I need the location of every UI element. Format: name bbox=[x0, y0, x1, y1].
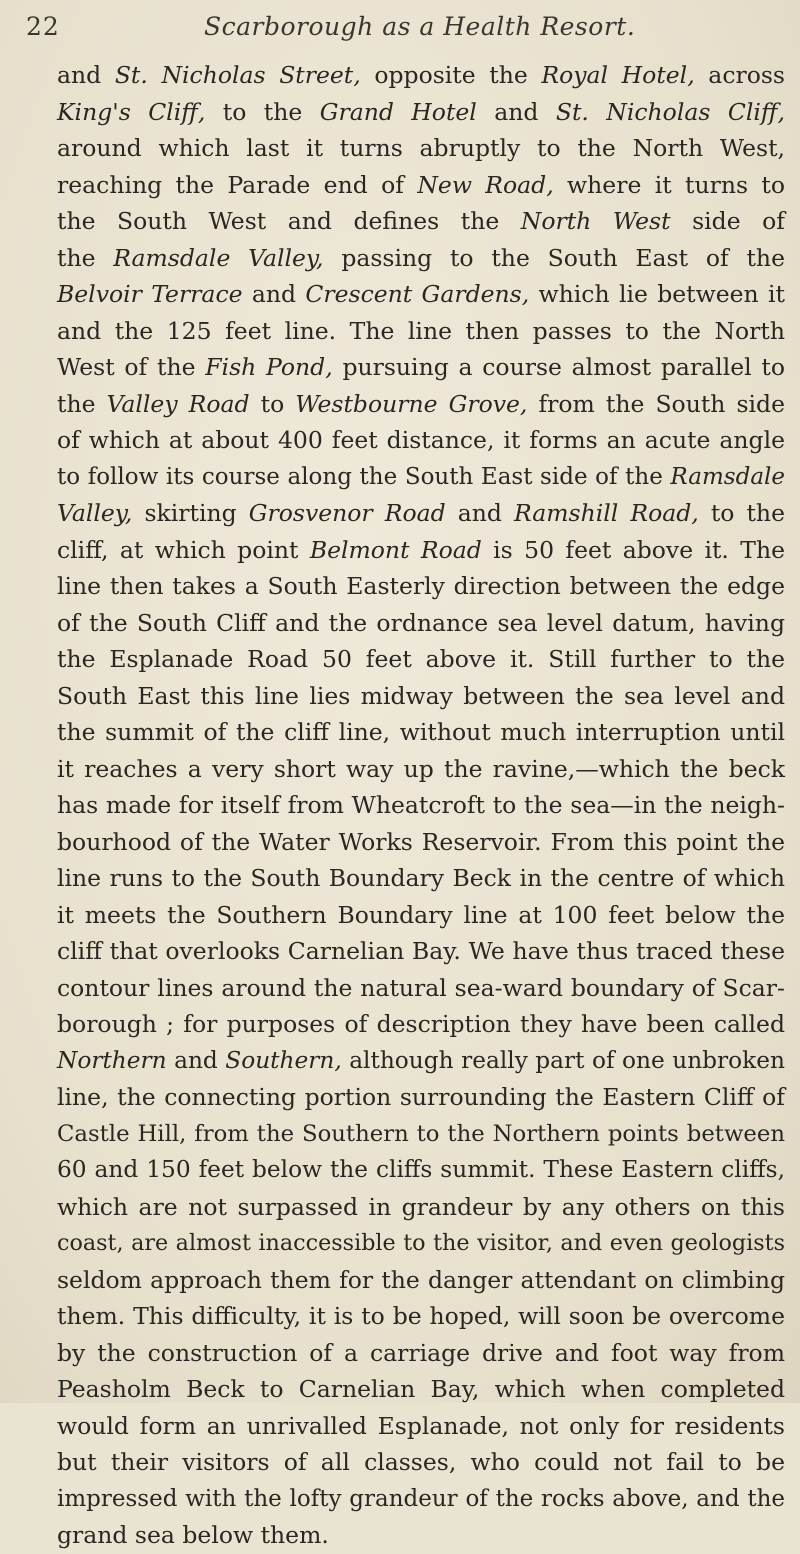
text-run: borough ; for purposes of description they have been called bbox=[57, 1010, 785, 1038]
text-line bbox=[57, 386, 785, 423]
text-run: them. This difficulty, it is to be hoped, will soon be overcome bbox=[57, 1302, 785, 1330]
text-run: grand sea below them. bbox=[57, 1521, 329, 1549]
text-line bbox=[57, 970, 785, 1007]
italic-phrase: Belvoir Terrace bbox=[57, 280, 243, 308]
text-line bbox=[57, 751, 785, 788]
text-run: and bbox=[57, 61, 115, 89]
italic-phrase: Crescent Gardens, bbox=[305, 280, 530, 308]
text-run: across bbox=[694, 61, 785, 89]
text-run: and the 125 feet line. The line then passes to the North bbox=[57, 316, 785, 345]
text-run: to follow its course along the South East side of the bbox=[57, 463, 671, 490]
italic-phrase: St. Nicholas Cliff, bbox=[555, 97, 785, 126]
text-run: and bbox=[242, 280, 306, 308]
text-line bbox=[57, 422, 785, 459]
text-line bbox=[57, 1006, 785, 1043]
italic-phrase: Ramshill Road, bbox=[514, 499, 699, 527]
text-run: cliff, at which point bbox=[57, 535, 310, 564]
text-run: 60 and 150 feet below the cliffs summit. These Eastern cliffs, bbox=[57, 1156, 785, 1183]
text-line bbox=[57, 714, 785, 751]
text-run: has made for itself from Wheatcroft to the sea—in the neigh- bbox=[57, 791, 785, 819]
text-line bbox=[57, 240, 785, 277]
text-line bbox=[57, 1444, 785, 1481]
text-line bbox=[57, 824, 785, 861]
text-run: bourhood of the Water Works Reservoir. From this point the bbox=[57, 827, 785, 856]
text-line bbox=[57, 1262, 785, 1299]
italic-phrase: Valley, bbox=[57, 499, 133, 527]
text-run: impressed with the lofty grandeur of the rocks above, and the bbox=[57, 1485, 785, 1512]
text-run: the bbox=[57, 389, 107, 418]
italic-phrase: Southern, bbox=[225, 1046, 342, 1074]
italic-phrase: Grand Hotel bbox=[319, 97, 477, 126]
text-run: which lie between it bbox=[529, 280, 785, 308]
text-line bbox=[57, 1335, 785, 1372]
text-run: line then takes a South Easterly direction between the edge bbox=[57, 572, 785, 600]
text-run: which are not surpassed in grandeur by any others on this bbox=[57, 1192, 785, 1221]
text-line bbox=[57, 1079, 785, 1116]
italic-phrase: Belmont Road bbox=[309, 535, 482, 564]
text-line bbox=[57, 459, 785, 496]
italic-phrase: Grosvenor Road bbox=[248, 499, 446, 527]
italic-phrase: Valley Road bbox=[106, 389, 250, 418]
text-run: by the construction of a carriage drive and foot way from bbox=[57, 1338, 785, 1367]
running-title: Scarborough as a Health Resort. bbox=[204, 12, 636, 41]
text-line bbox=[57, 276, 785, 313]
text-line bbox=[57, 203, 785, 240]
text-run: cliff that overlooks Carnelian Bay. We have thus traced these bbox=[57, 937, 785, 965]
text-line bbox=[57, 1116, 785, 1153]
text-run: side of bbox=[670, 207, 785, 235]
text-line bbox=[57, 1225, 785, 1262]
text-run: line, the connecting portion surrounding the Eastern Cliff of bbox=[57, 1083, 785, 1111]
italic-phrase: Royal Hotel, bbox=[541, 61, 695, 89]
text-run: it meets the Southern Boundary line at 100 feet below the bbox=[57, 900, 785, 929]
text-run: is 50 feet above it. The bbox=[481, 535, 785, 564]
text-run: pursuing a course almost parallel to bbox=[332, 353, 785, 381]
italic-phrase: St. Nicholas Street, bbox=[114, 61, 361, 89]
text-line bbox=[57, 57, 785, 94]
text-line bbox=[57, 678, 785, 715]
text-run: Peasholm Beck to Carnelian Bay, which when completed bbox=[57, 1375, 785, 1403]
page-number: 22 bbox=[26, 12, 60, 41]
italic-phrase: Westbourne Grove, bbox=[295, 389, 528, 418]
text-line bbox=[57, 130, 785, 167]
text-line bbox=[57, 349, 785, 386]
text-run: although really part of one unbroken bbox=[341, 1046, 785, 1074]
italic-phrase: Northern bbox=[57, 1046, 167, 1074]
text-line bbox=[57, 1298, 785, 1335]
text-run: of the South Cliff and the ordnance sea level datum, having bbox=[57, 608, 785, 637]
italic-phrase: Ramsdale Valley, bbox=[113, 243, 324, 272]
text-run: the South West and defines the bbox=[57, 207, 521, 235]
text-run: seldom approach them for the danger attendant on climbing bbox=[57, 1265, 785, 1294]
text-run: would form an unrivalled Esplanade, not only for residents bbox=[57, 1411, 785, 1440]
text-run: to bbox=[249, 389, 296, 418]
text-run: the Esplanade Road 50 feet above it. Still further to the bbox=[57, 645, 785, 673]
text-line bbox=[57, 897, 785, 934]
text-run: skirting bbox=[132, 499, 249, 527]
text-line bbox=[57, 1517, 785, 1554]
text-run: and bbox=[476, 97, 556, 126]
text-run: West of the bbox=[57, 353, 206, 381]
text-run: the summit of the cliff line, without much interruption until bbox=[57, 718, 785, 746]
text-line bbox=[57, 1371, 785, 1408]
text-run: to the bbox=[698, 499, 785, 527]
text-run: of which at about 400 feet distance, it forms an acute angle bbox=[57, 426, 785, 454]
text-line bbox=[57, 1408, 785, 1445]
body-text bbox=[57, 57, 786, 1549]
text-run: passing to the South East of the bbox=[323, 243, 785, 272]
italic-phrase: King's Cliff, bbox=[57, 97, 206, 126]
text-run: and bbox=[445, 499, 515, 527]
text-line bbox=[57, 860, 785, 897]
text-line bbox=[57, 313, 785, 350]
text-run: line runs to the South Boundary Beck in the centre of which bbox=[57, 864, 785, 892]
italic-phrase: New Road, bbox=[417, 170, 554, 199]
text-line bbox=[57, 495, 785, 532]
text-run: the bbox=[57, 243, 114, 272]
text-line bbox=[57, 605, 785, 642]
italic-phrase: Ramsdale bbox=[670, 463, 785, 490]
text-run: around which last it turns abruptly to the North West, bbox=[57, 134, 785, 162]
italic-phrase: Fish Pond, bbox=[205, 353, 333, 381]
text-run: reaching the Parade end of bbox=[57, 170, 418, 199]
text-line bbox=[57, 641, 785, 678]
text-line bbox=[57, 1189, 785, 1226]
text-line bbox=[57, 1481, 785, 1518]
text-run: coast, are almost inaccessible to the visitor, and even geologists bbox=[57, 1230, 785, 1256]
text-line bbox=[57, 1043, 785, 1080]
text-run: but their visitors of all classes, who could not fail to be bbox=[57, 1448, 785, 1476]
text-run: and bbox=[166, 1046, 226, 1074]
text-line bbox=[57, 568, 785, 605]
text-line bbox=[57, 787, 785, 824]
text-line bbox=[57, 933, 785, 970]
text-line bbox=[57, 1152, 785, 1189]
text-run: Castle Hill, from the Southern to the Northern points between bbox=[57, 1120, 785, 1147]
italic-phrase: North West bbox=[520, 207, 671, 235]
text-line bbox=[57, 532, 785, 569]
text-run: opposite the bbox=[360, 61, 542, 89]
text-run: it reaches a very short way up the ravine,—which the beck bbox=[57, 754, 785, 783]
text-run: from the South side bbox=[527, 389, 785, 418]
page-header bbox=[26, 6, 786, 46]
text-run: to the bbox=[205, 97, 320, 126]
text-run: where it turns to bbox=[553, 170, 786, 199]
text-run: South East this line lies midway between the sea level and bbox=[57, 681, 785, 710]
text-run: contour lines around the natural sea-ward boundary of Scar- bbox=[57, 973, 785, 1002]
text-line bbox=[57, 167, 785, 204]
text-line bbox=[57, 94, 785, 131]
